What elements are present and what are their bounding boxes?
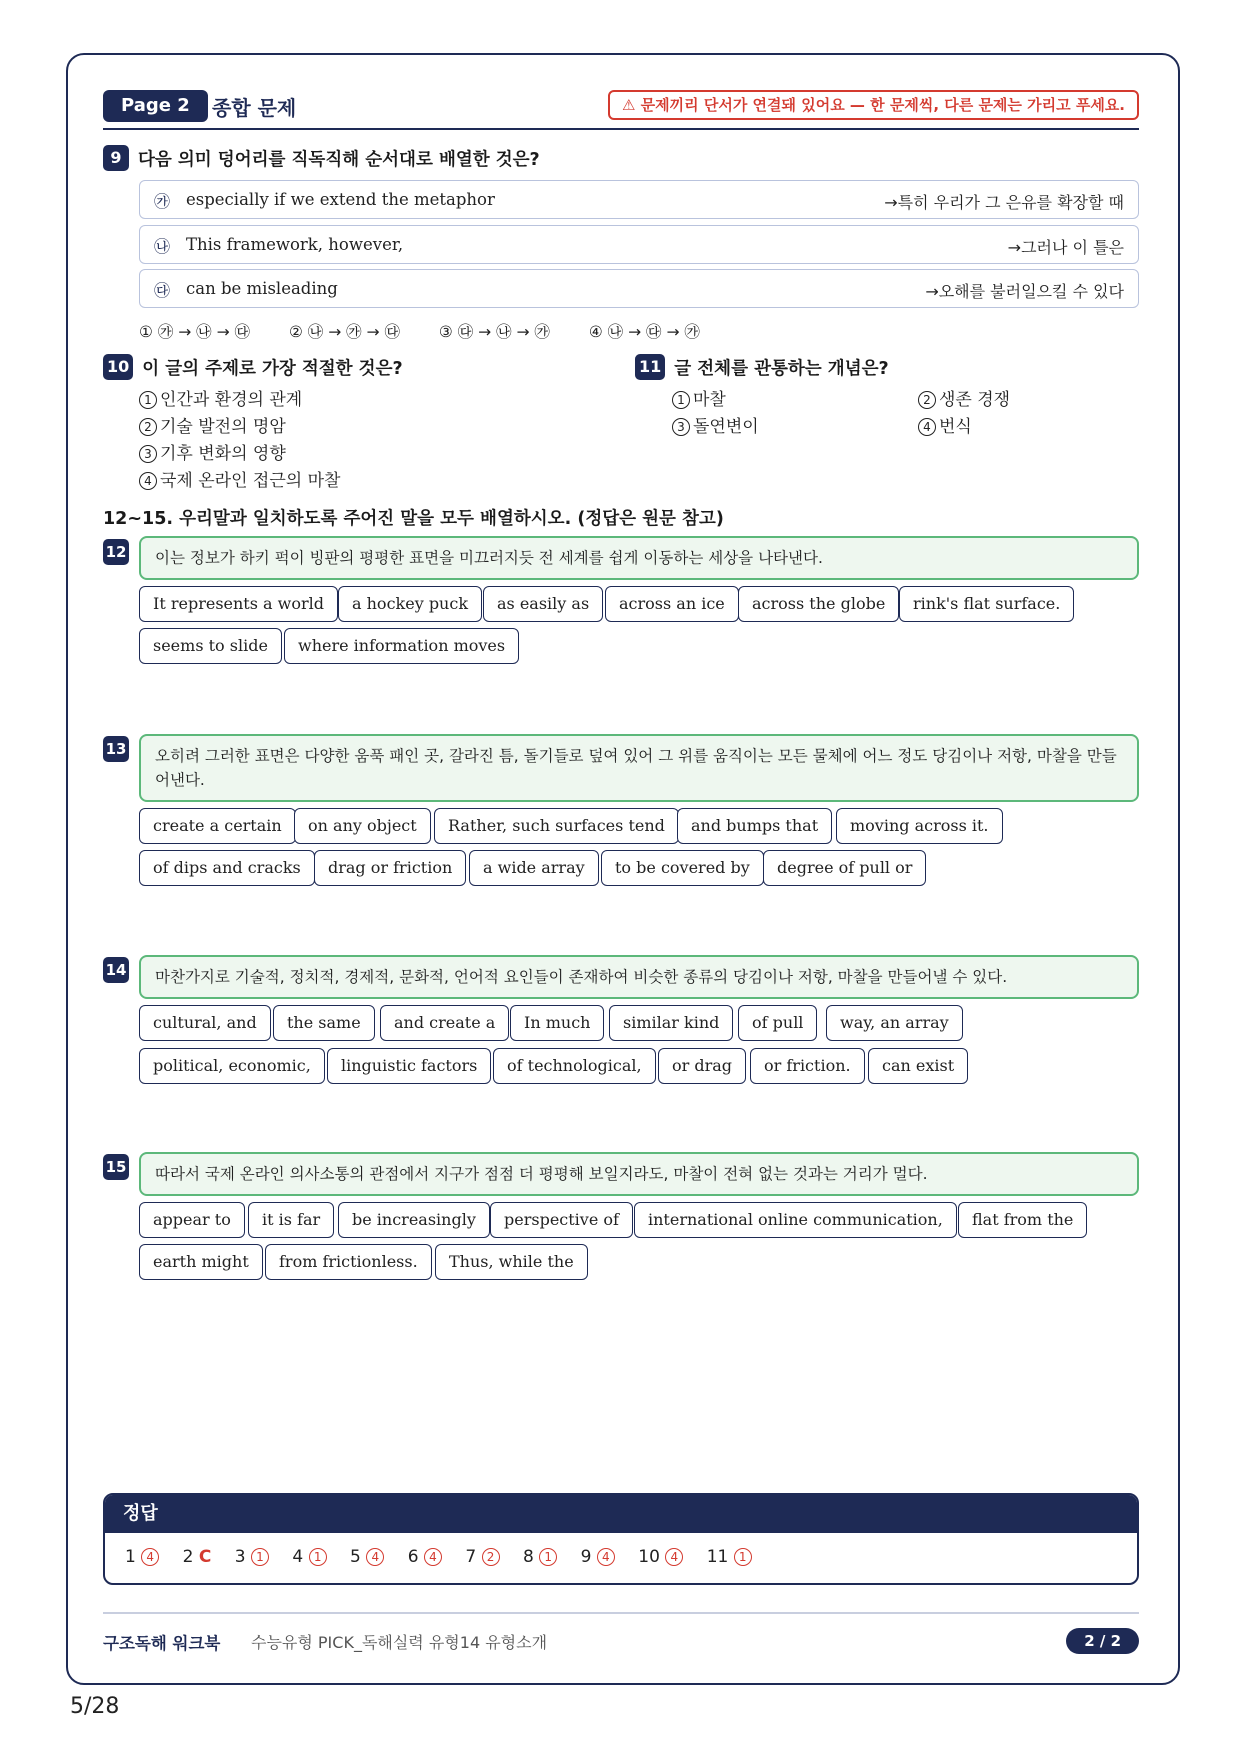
word-chip[interactable]: from frictionless. [265,1244,432,1280]
chunk-english: This framework, however, [186,235,404,254]
word-chip[interactable]: It represents a world [139,586,338,622]
word-chip[interactable]: create a certain [139,808,296,844]
section-title: 12~15. 우리말과 일치하도록 주어진 말을 모두 배열하시오. (정답은 원문 참고) [103,509,724,529]
page-header [103,90,1139,130]
question-10-options [139,387,340,495]
answer-item: 2 C [182,1547,212,1567]
answer-item: 7 2 [465,1547,499,1567]
word-chip[interactable]: cultural, and [139,1005,271,1041]
word-chip[interactable]: the same [273,1005,375,1041]
word-chip[interactable]: of technological, [493,1048,656,1084]
word-chip[interactable]: and bumps that [677,808,832,844]
question-11-options-right [918,387,1010,441]
option-4[interactable]: 4 국제 온라인 접근의 마찰 [139,468,340,495]
answer-item: 5 4 [350,1547,384,1567]
word-chip[interactable]: seems to slide [139,628,282,664]
question-15-korean: 따라서 국제 온라인 의사소통의 관점에서 지구가 점점 더 평평해 보일지라도, 마찰이 전혀 없는 것과는 거리가 멀다. [139,1152,1139,1196]
chunk-ga [139,180,1139,219]
word-chip[interactable]: perspective of [490,1202,633,1238]
answer-item: 1 4 [125,1547,159,1567]
page-label-pill: Page 2 [103,90,208,122]
page-footer [103,1612,1139,1656]
option-1[interactable]: 1 인간과 환경의 관계 [139,387,340,414]
option-2[interactable]: 2 기술 발전의 명암 [139,414,340,441]
word-chip[interactable]: Thus, while the [435,1244,588,1280]
option-4[interactable]: 4 번식 [918,414,1010,441]
answer-item: 10 4 [638,1547,683,1567]
word-chip[interactable]: can exist [868,1048,968,1084]
question-text: 이 글의 주제로 가장 적절한 것은? [142,358,403,379]
word-chip[interactable]: international online communication, [634,1202,957,1238]
question-11-options-left [672,387,759,441]
answer-item: 3 1 [235,1547,269,1567]
word-chip[interactable]: across the globe [738,586,899,622]
option-3[interactable]: 3 기후 변화의 영향 [139,441,340,468]
word-chip[interactable]: appear to [139,1202,245,1238]
question-text: 글 전체를 관통하는 개념은? [674,358,889,379]
word-chip[interactable]: way, an array [826,1005,963,1041]
option-3[interactable]: ③ ㉰ → ㉯ → ㉮ [438,323,550,341]
chunk-english: especially if we extend the metaphor [186,190,495,209]
option-4[interactable]: ④ ㉯ → ㉰ → ㉮ [588,323,700,341]
word-chip[interactable]: a wide array [469,850,599,886]
answer-item: 6 4 [408,1547,442,1567]
chunk-na [139,225,1139,264]
question-13-badge: 13 [103,736,129,762]
question-9-options [139,320,734,342]
word-chip[interactable]: of pull [738,1005,817,1041]
answer-key-title: 정답 [105,1495,1137,1533]
word-chip[interactable]: earth might [139,1244,263,1280]
word-chip[interactable]: it is far [248,1202,334,1238]
chunk-da [139,269,1139,308]
footer-page-pill: 2 / 2 [1066,1628,1139,1654]
question-11-head [635,354,889,380]
footer-brand: 구조독해 워크북 [103,1634,221,1653]
answer-key-list [105,1533,1137,1567]
word-chip[interactable]: degree of pull or [763,850,926,886]
answer-item: 9 4 [581,1547,615,1567]
chunk-korean: →그러나 이 틀은 [1007,238,1124,257]
word-chip[interactable]: political, economic, [139,1048,325,1084]
question-12-badge: 12 [103,539,129,565]
option-3[interactable]: 3 돌연변이 [672,414,759,441]
word-chip[interactable]: a hockey puck [338,586,482,622]
word-chip[interactable]: as easily as [483,586,603,622]
answer-key-box [103,1493,1139,1585]
word-chip[interactable]: on any object [294,808,431,844]
question-number: 10 [103,354,133,380]
question-10-head [103,354,403,380]
document-page-number: 5/28 [70,1694,120,1719]
question-14-korean: 마찬가지로 기술적, 정치적, 경제적, 문화적, 언어적 요인들이 존재하여 비슷한 종류의 당김이나 저항, 마찰을 만들어낼 수 있다. [139,955,1139,999]
footer-subtitle: 수능유형 PICK_독해실력 유형14 유형소개 [251,1633,548,1652]
chunk-korean: →오해를 불러일으킬 수 있다 [925,282,1124,301]
word-chip[interactable]: drag or friction [314,850,466,886]
question-number: 9 [103,145,129,171]
question-13-korean: 오히려 그러한 표면은 다양한 움푹 패인 곳, 갈라진 틈, 돌기들로 덮여 있어 그 위를 움직이는 모든 물체에 어느 정도 당김이나 저항, 마찰을 만들어낸다. [139,734,1139,802]
question-9-head [103,145,540,171]
chunk-korean: →특히 우리가 그 은유를 확장할 때 [884,193,1124,212]
option-2[interactable]: ② ㉯ → ㉮ → ㉰ [288,323,400,341]
chunk-mark: ㉯ [154,237,171,256]
question-14-badge: 14 [103,957,129,983]
word-chip[interactable]: to be covered by [601,850,764,886]
word-chip[interactable]: linguistic factors [327,1048,491,1084]
warning-banner: ⚠ 문제끼리 단서가 연결돼 있어요 — 한 문제씩, 다른 문제는 가리고 푸세요. [608,90,1139,120]
question-text: 다음 의미 덩어리를 직독직해 순서대로 배열한 것은? [138,149,540,170]
word-chip[interactable]: In much [510,1005,604,1041]
chunk-english: can be misleading [186,279,338,298]
answer-item: 8 1 [523,1547,557,1567]
word-chip[interactable]: flat from the [958,1202,1087,1238]
option-2[interactable]: 2 생존 경쟁 [918,387,1010,414]
option-1[interactable]: ① ㉮ → ㉯ → ㉰ [139,323,251,341]
question-12-korean: 이는 정보가 하키 퍽이 빙판의 평평한 표면을 미끄러지듯 전 세계를 쉽게 이동하는 세상을 나타낸다. [139,536,1139,580]
word-chip[interactable]: Rather, such surfaces tend [434,808,679,844]
chunk-mark: ㉮ [154,192,171,211]
answer-item: 4 1 [292,1547,326,1567]
word-chip[interactable]: and create a [380,1005,509,1041]
word-chip[interactable]: where information moves [284,628,519,664]
word-chip[interactable]: moving across it. [836,808,1003,844]
word-chip[interactable]: of dips and cracks [139,850,315,886]
word-chip[interactable]: be increasingly [338,1202,490,1238]
question-15-badge: 15 [103,1154,129,1180]
word-chip[interactable]: or drag [658,1048,746,1084]
word-chip[interactable]: across an ice [605,586,739,622]
option-1[interactable]: 1 마찰 [672,387,759,414]
question-number: 11 [635,354,665,380]
word-chip[interactable]: rink's flat surface. [899,586,1074,622]
word-chip[interactable]: similar kind [609,1005,733,1041]
answer-item: 11 1 [707,1547,752,1567]
chunk-mark: ㉰ [154,281,171,300]
word-chip[interactable]: or friction. [750,1048,865,1084]
page-title: 종합 문제 [212,96,297,120]
